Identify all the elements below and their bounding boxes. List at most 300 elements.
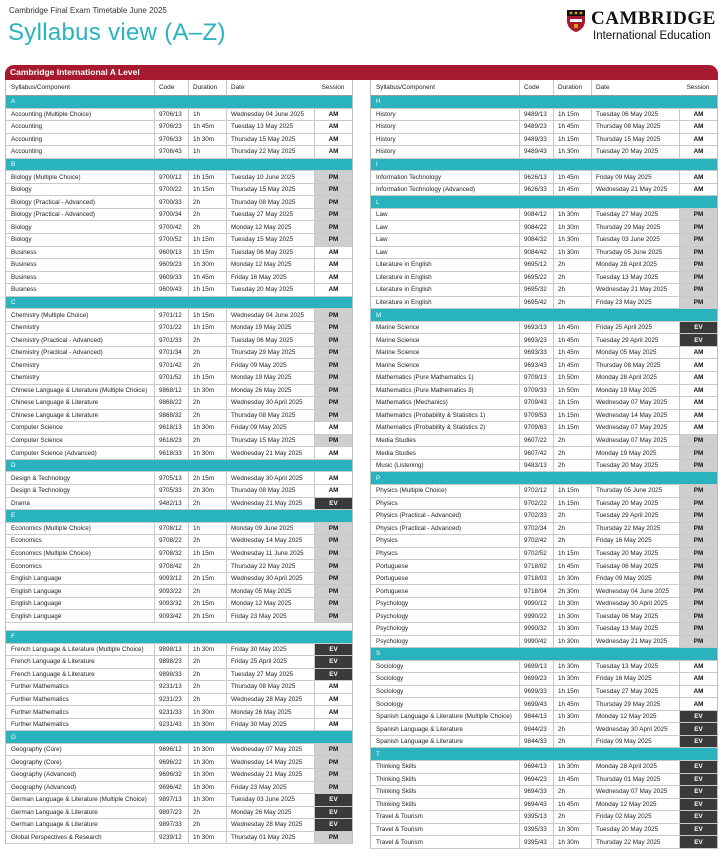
date-cell: Tuesday 27 May 2025 <box>226 669 314 681</box>
session-badge: AM <box>679 397 717 409</box>
syllabus-cell: Design & Technology <box>11 487 71 495</box>
letter-divider: H <box>371 96 717 109</box>
date-cell: Tuesday 10 June 2025 <box>226 171 314 183</box>
date-cell: Tuesday 20 May 2025 <box>591 548 679 560</box>
table-row <box>371 422 717 435</box>
duration-cell: 1h 30m <box>553 234 591 246</box>
date-cell: Thursday 22 May 2025 <box>226 146 314 158</box>
table-row <box>371 447 717 460</box>
duration-cell: 1h 30m <box>188 706 226 718</box>
duration-cell: 1h 15m <box>553 498 591 510</box>
table-row <box>371 284 717 297</box>
table-row <box>371 109 717 122</box>
syllabus-cell: Psychology <box>376 612 409 620</box>
duration-cell: 2h <box>553 510 591 522</box>
session-badge: PM <box>314 769 352 781</box>
duration-cell: 1h 30m <box>553 247 591 259</box>
date-cell: Monday 05 May 2025 <box>226 585 314 597</box>
session-badge: PM <box>679 623 717 635</box>
duration-cell: 1h 45m <box>188 121 226 133</box>
syllabus-cell: Mathematics (Pure Mathematics 3) <box>376 386 474 394</box>
date-cell: Friday 02 May 2025 <box>591 811 679 823</box>
session-badge: PM <box>679 209 717 221</box>
syllabus-cell: Literature in English <box>376 261 432 269</box>
table-row <box>6 498 352 511</box>
session-badge: PM <box>679 598 717 610</box>
table-row <box>6 334 352 347</box>
duration-cell: 1h 45m <box>553 799 591 811</box>
syllabus-cell: Psychology <box>376 600 409 608</box>
table-row <box>6 109 352 122</box>
duration-cell: 2h <box>188 585 226 597</box>
code-cell: 9693/13 <box>519 322 553 334</box>
table-row <box>371 347 717 360</box>
date-cell: Thursday 08 May 2025 <box>226 410 314 422</box>
syllabus-cell: Physics (Multiple Choice) <box>376 487 447 495</box>
table-row <box>371 334 717 347</box>
session-badge: EV <box>679 334 717 346</box>
code-cell: 9990/12 <box>519 598 553 610</box>
date-cell: Thursday 08 May 2025 <box>226 681 314 693</box>
syllabus-cell: Computer Science <box>11 424 63 432</box>
code-cell: 9093/42 <box>154 610 188 622</box>
date-cell: Thursday 15 May 2025 <box>226 435 314 447</box>
code-cell: 9700/42 <box>154 221 188 233</box>
syllabus-cell: Literature in English <box>376 273 432 281</box>
session-badge: AM <box>679 347 717 359</box>
date-cell: Monday 19 May 2025 <box>226 372 314 384</box>
table-row <box>6 209 352 222</box>
code-cell: 9694/13 <box>519 761 553 773</box>
code-cell: 9609/23 <box>154 259 188 271</box>
code-cell: 9699/33 <box>519 686 553 698</box>
brand-tagline: International Education <box>593 30 711 42</box>
duration-cell: 1h 45m <box>188 272 226 284</box>
table-row <box>6 121 352 134</box>
date-cell: Friday 09 May 2025 <box>226 422 314 434</box>
code-cell: 9231/43 <box>154 719 188 731</box>
session-badge: PM <box>314 435 352 447</box>
syllabus-cell: Chinese Language & Literature <box>11 399 99 407</box>
duration-cell: 2h <box>553 460 591 472</box>
table-row <box>371 673 717 686</box>
syllabus-cell: Business <box>11 248 37 256</box>
table-row <box>371 786 717 799</box>
date-cell: Thursday 08 May 2025 <box>226 196 314 208</box>
syllabus-cell: Accounting (Multiple Choice) <box>11 110 92 118</box>
duration-cell: 1h 30m <box>553 623 591 635</box>
syllabus-cell: French Language & Literature (Multiple Choice) <box>11 645 144 653</box>
code-cell: 9626/13 <box>519 171 553 183</box>
code-cell: 9618/33 <box>154 447 188 459</box>
syllabus-cell: Sociology <box>376 687 404 695</box>
table-row <box>6 719 352 732</box>
session-badge: EV <box>679 723 717 735</box>
session-badge: PM <box>679 548 717 560</box>
code-cell: 9694/23 <box>519 774 553 786</box>
syllabus-cell: History <box>376 123 396 131</box>
session-badge: PM <box>679 573 717 585</box>
date-cell: Thursday 08 May 2025 <box>591 121 679 133</box>
duration-cell: 1h 30m <box>553 673 591 685</box>
session-badge: AM <box>679 171 717 183</box>
code-cell: 9990/42 <box>519 636 553 648</box>
date-cell: Monday 28 April 2025 <box>591 259 679 271</box>
table-row <box>6 598 352 611</box>
code-cell: 9709/63 <box>519 422 553 434</box>
code-cell: 9699/43 <box>519 698 553 710</box>
syllabus-cell: Physics <box>376 537 398 545</box>
session-badge: AM <box>679 121 717 133</box>
syllabus-cell: Physics <box>376 549 398 557</box>
column-header-syllabus: Syllabus/Component <box>376 84 435 91</box>
table-row <box>6 134 352 147</box>
date-cell: Tuesday 06 May 2025 <box>591 109 679 121</box>
code-cell: 9702/52 <box>519 548 553 560</box>
date-cell: Tuesday 03 June 2025 <box>591 234 679 246</box>
date-cell: Thursday 01 May 2025 <box>226 832 314 844</box>
session-badge: PM <box>679 221 717 233</box>
date-cell: Thursday 08 May 2025 <box>591 359 679 371</box>
duration-cell: 2h <box>188 819 226 831</box>
date-cell: Tuesday 06 May 2025 <box>591 610 679 622</box>
table-row <box>371 661 717 674</box>
code-cell: 9700/22 <box>154 184 188 196</box>
table-row <box>371 548 717 561</box>
duration-cell: 1h 30m <box>188 744 226 756</box>
code-cell: 9483/13 <box>519 460 553 472</box>
duration-cell: 1h 30m <box>188 422 226 434</box>
session-badge: EV <box>314 498 352 510</box>
date-cell: Friday 23 May 2025 <box>226 610 314 622</box>
session-badge: AM <box>314 121 352 133</box>
session-badge: AM <box>679 134 717 146</box>
table-row <box>371 811 717 824</box>
session-badge: AM <box>314 472 352 484</box>
duration-cell: 2h <box>553 272 591 284</box>
session-badge: AM <box>679 184 717 196</box>
syllabus-cell: Chemistry (Multiple Choice) <box>11 311 89 319</box>
shield-icon <box>566 9 586 33</box>
date-cell: Tuesday 29 April 2025 <box>591 510 679 522</box>
code-cell: 9706/43 <box>154 146 188 158</box>
date-cell: Wednesday 07 May 2025 <box>591 397 679 409</box>
duration-cell: 1h 30m <box>188 769 226 781</box>
duration-cell: 2h <box>553 297 591 309</box>
duration-cell: 1h 30m <box>188 385 226 397</box>
session-badge: AM <box>679 686 717 698</box>
code-cell: 9898/23 <box>154 656 188 668</box>
table-row <box>371 171 717 184</box>
date-cell: Thursday 22 May 2025 <box>591 836 679 848</box>
session-badge: AM <box>314 681 352 693</box>
session-badge: AM <box>314 259 352 271</box>
duration-cell: 1h 15m <box>188 548 226 560</box>
table-row <box>371 134 717 147</box>
code-cell: 9693/43 <box>519 359 553 371</box>
duration-cell: 2h <box>553 811 591 823</box>
syllabus-cell: German Language & Literature <box>11 808 98 816</box>
session-badge: AM <box>314 272 352 284</box>
duration-cell: 2h <box>553 736 591 748</box>
date-cell: Tuesday 20 May 2025 <box>591 460 679 472</box>
duration-cell: 1h 45m <box>553 121 591 133</box>
duration-cell: 1h 15m <box>553 548 591 560</box>
date-cell: Tuesday 27 May 2025 <box>226 209 314 221</box>
duration-cell: 1h 15m <box>188 309 226 321</box>
code-cell: 9695/12 <box>519 259 553 271</box>
date-cell: Wednesday 30 April 2025 <box>226 573 314 585</box>
code-cell: 9231/33 <box>154 706 188 718</box>
date-cell: Wednesday 21 May 2025 <box>226 498 314 510</box>
syllabus-cell: Mathematics (Pure Mathematics 1) <box>376 374 474 382</box>
duration-cell: 2h <box>188 807 226 819</box>
syllabus-cell: Drama <box>11 499 30 507</box>
syllabus-cell: Chemistry <box>11 324 40 332</box>
date-cell: Thursday 29 May 2025 <box>591 698 679 710</box>
column-header-session: Session <box>321 84 345 91</box>
left-timetable <box>5 80 353 844</box>
session-badge: PM <box>679 523 717 535</box>
duration-cell: 2h <box>188 410 226 422</box>
code-cell: 9897/33 <box>154 819 188 831</box>
date-cell: Tuesday 15 May 2025 <box>226 234 314 246</box>
table-row <box>6 397 352 410</box>
session-badge: AM <box>679 661 717 673</box>
duration-cell: 2h <box>188 681 226 693</box>
duration-cell: 2h <box>553 723 591 735</box>
date-cell: Friday 30 May 2025 <box>226 644 314 656</box>
syllabus-cell: Marine Science <box>376 336 420 344</box>
code-cell: 9395/13 <box>519 811 553 823</box>
date-cell: Friday 09 May 2025 <box>226 359 314 371</box>
syllabus-cell: Business <box>11 286 37 294</box>
table-row <box>371 774 717 787</box>
table-row <box>6 548 352 561</box>
column-header-duration: Duration <box>553 80 591 95</box>
table-header-row <box>371 80 717 96</box>
code-cell: 9709/13 <box>519 372 553 384</box>
syllabus-cell: Accounting <box>11 123 43 131</box>
code-cell: 9705/33 <box>154 485 188 497</box>
duration-cell: 1h 30m <box>188 644 226 656</box>
code-cell: 9694/43 <box>519 799 553 811</box>
session-badge: PM <box>314 397 352 409</box>
date-cell: Monday 19 May 2025 <box>226 322 314 334</box>
code-cell: 9708/22 <box>154 535 188 547</box>
date-cell: Friday 16 May 2025 <box>591 673 679 685</box>
letter-divider: M <box>371 309 717 322</box>
syllabus-cell: English Language <box>11 612 62 620</box>
session-badge: AM <box>679 385 717 397</box>
code-cell: 9626/33 <box>519 184 553 196</box>
duration-cell: 1h 45m <box>553 347 591 359</box>
duration-cell: 1h 15m <box>188 171 226 183</box>
duration-cell: 1h 30m <box>553 761 591 773</box>
session-badge: EV <box>314 794 352 806</box>
date-cell: Tuesday 27 May 2025 <box>591 209 679 221</box>
table-row <box>371 460 717 473</box>
code-cell: 9696/42 <box>154 782 188 794</box>
letter-divider: G <box>6 731 352 744</box>
syllabus-cell: Biology (Practical - Advanced) <box>11 211 95 219</box>
document-subtitle: Cambridge Final Exam Timetable June 2025 <box>9 6 167 15</box>
duration-cell: 1h 30m <box>553 836 591 848</box>
syllabus-cell: Travel & Tourism <box>376 825 423 833</box>
syllabus-cell: Mathematics (Probability & Statistics 2) <box>376 424 486 432</box>
code-cell: 9708/32 <box>154 548 188 560</box>
duration-cell: 1h 30m <box>188 782 226 794</box>
duration-cell: 1h 30m <box>553 636 591 648</box>
date-cell: Friday 23 May 2025 <box>226 782 314 794</box>
session-badge: PM <box>679 535 717 547</box>
letter-divider: L <box>371 196 717 209</box>
session-badge: PM <box>314 209 352 221</box>
table-row <box>371 523 717 536</box>
code-cell: 9231/13 <box>154 681 188 693</box>
table-row <box>371 359 717 372</box>
syllabus-cell: Further Mathematics <box>11 695 69 703</box>
syllabus-cell: Thinking Skills <box>376 788 417 796</box>
date-cell: Monday 19 May 2025 <box>591 447 679 459</box>
session-badge: PM <box>679 234 717 246</box>
duration-cell: 1h 45m <box>553 560 591 572</box>
date-cell: Wednesday 14 May 2025 <box>591 410 679 422</box>
date-cell: Tuesday 13 May 2025 <box>226 121 314 133</box>
session-badge: EV <box>314 656 352 668</box>
session-badge: PM <box>314 196 352 208</box>
date-cell: Tuesday 13 May 2025 <box>591 272 679 284</box>
syllabus-cell: Media Studies <box>376 437 416 445</box>
code-cell: 9607/22 <box>519 435 553 447</box>
table-header-row <box>6 80 352 96</box>
duration-cell: 1h 30m <box>188 832 226 844</box>
duration-cell: 2h 15m <box>188 472 226 484</box>
table-row <box>6 681 352 694</box>
date-cell: Tuesday 20 May 2025 <box>226 284 314 296</box>
session-badge: EV <box>679 736 717 748</box>
code-cell: 9093/12 <box>154 573 188 585</box>
column-header-date: Date <box>226 80 314 95</box>
duration-cell: 1h 15m <box>553 397 591 409</box>
duration-cell: 2h 15m <box>188 610 226 622</box>
session-badge: AM <box>679 359 717 371</box>
table-row <box>371 535 717 548</box>
session-badge: PM <box>314 585 352 597</box>
syllabus-cell: Literature in English <box>376 299 432 307</box>
syllabus-cell: Sociology <box>376 700 404 708</box>
table-row <box>371 598 717 611</box>
table-row <box>6 372 352 385</box>
date-cell: Tuesday 03 June 2025 <box>226 794 314 806</box>
right-timetable <box>370 80 718 849</box>
code-cell: 9897/23 <box>154 807 188 819</box>
session-badge: PM <box>314 322 352 334</box>
duration-cell: 1h 30m <box>553 610 591 622</box>
syllabus-cell: Law <box>376 236 388 244</box>
session-badge: PM <box>679 560 717 572</box>
code-cell: 9701/34 <box>154 347 188 359</box>
code-cell: 9718/03 <box>519 573 553 585</box>
table-row <box>6 272 352 285</box>
code-cell: 9695/32 <box>519 284 553 296</box>
syllabus-cell: Economics (Multiple Choice) <box>11 549 91 557</box>
letter-divider: F <box>6 631 352 644</box>
code-cell: 9701/33 <box>154 334 188 346</box>
table-row <box>6 535 352 548</box>
code-cell: 9609/33 <box>154 272 188 284</box>
date-cell: Friday 16 May 2025 <box>226 272 314 284</box>
session-badge: PM <box>679 247 717 259</box>
syllabus-cell: Sociology <box>376 675 404 683</box>
duration-cell: 1h 30m <box>553 221 591 233</box>
date-cell: Tuesday 06 May 2025 <box>226 334 314 346</box>
syllabus-cell: Media Studies <box>376 449 416 457</box>
date-cell: Thursday 22 May 2025 <box>591 523 679 535</box>
duration-cell: 1h 15m <box>553 410 591 422</box>
table-row <box>6 309 352 322</box>
code-cell: 9700/34 <box>154 209 188 221</box>
duration-cell: 2h <box>553 523 591 535</box>
duration-cell: 1h 30m <box>188 756 226 768</box>
table-row <box>6 782 352 795</box>
session-badge: EV <box>314 819 352 831</box>
session-badge: AM <box>679 109 717 121</box>
cambridge-logo <box>566 7 718 45</box>
date-cell: Wednesday 21 May 2025 <box>591 184 679 196</box>
duration-cell: 2h <box>188 196 226 208</box>
date-cell: Monday 26 May 2025 <box>226 385 314 397</box>
code-cell: 9868/22 <box>154 397 188 409</box>
date-cell: Wednesday 28 May 2025 <box>226 819 314 831</box>
table-row <box>6 560 352 573</box>
code-cell: 9709/43 <box>519 397 553 409</box>
table-row <box>371 560 717 573</box>
session-badge: PM <box>314 744 352 756</box>
session-badge: AM <box>314 719 352 731</box>
syllabus-cell: Sociology <box>376 662 404 670</box>
syllabus-cell: Literature in English <box>376 286 432 294</box>
date-cell: Wednesday 07 May 2025 <box>226 744 314 756</box>
duration-cell: 1h 15m <box>188 247 226 259</box>
duration-cell: 1h 30m <box>188 259 226 271</box>
session-badge: PM <box>679 447 717 459</box>
duration-cell: 1h 30m <box>188 134 226 146</box>
session-badge: AM <box>314 706 352 718</box>
syllabus-cell: Marine Science <box>376 349 420 357</box>
duration-cell: 1h 15m <box>553 109 591 121</box>
table-row <box>6 221 352 234</box>
table-row <box>371 824 717 837</box>
duration-cell: 1h 15m <box>553 686 591 698</box>
table-row <box>371 623 717 636</box>
syllabus-cell: Marine Science <box>376 324 420 332</box>
syllabus-cell: Chemistry <box>11 361 40 369</box>
letter-divider: C <box>6 297 352 310</box>
code-cell: 9084/12 <box>519 209 553 221</box>
code-cell: 9702/12 <box>519 485 553 497</box>
date-cell: Thursday 15 May 2025 <box>591 134 679 146</box>
code-cell: 9718/02 <box>519 560 553 572</box>
code-cell: 9695/42 <box>519 297 553 309</box>
code-cell: 9702/42 <box>519 535 553 547</box>
table-row <box>6 585 352 598</box>
duration-cell: 2h <box>188 669 226 681</box>
session-badge: PM <box>679 610 717 622</box>
row-spacer <box>6 623 352 631</box>
duration-cell: 2h 30m <box>553 585 591 597</box>
syllabus-cell: Further Mathematics <box>11 721 69 729</box>
